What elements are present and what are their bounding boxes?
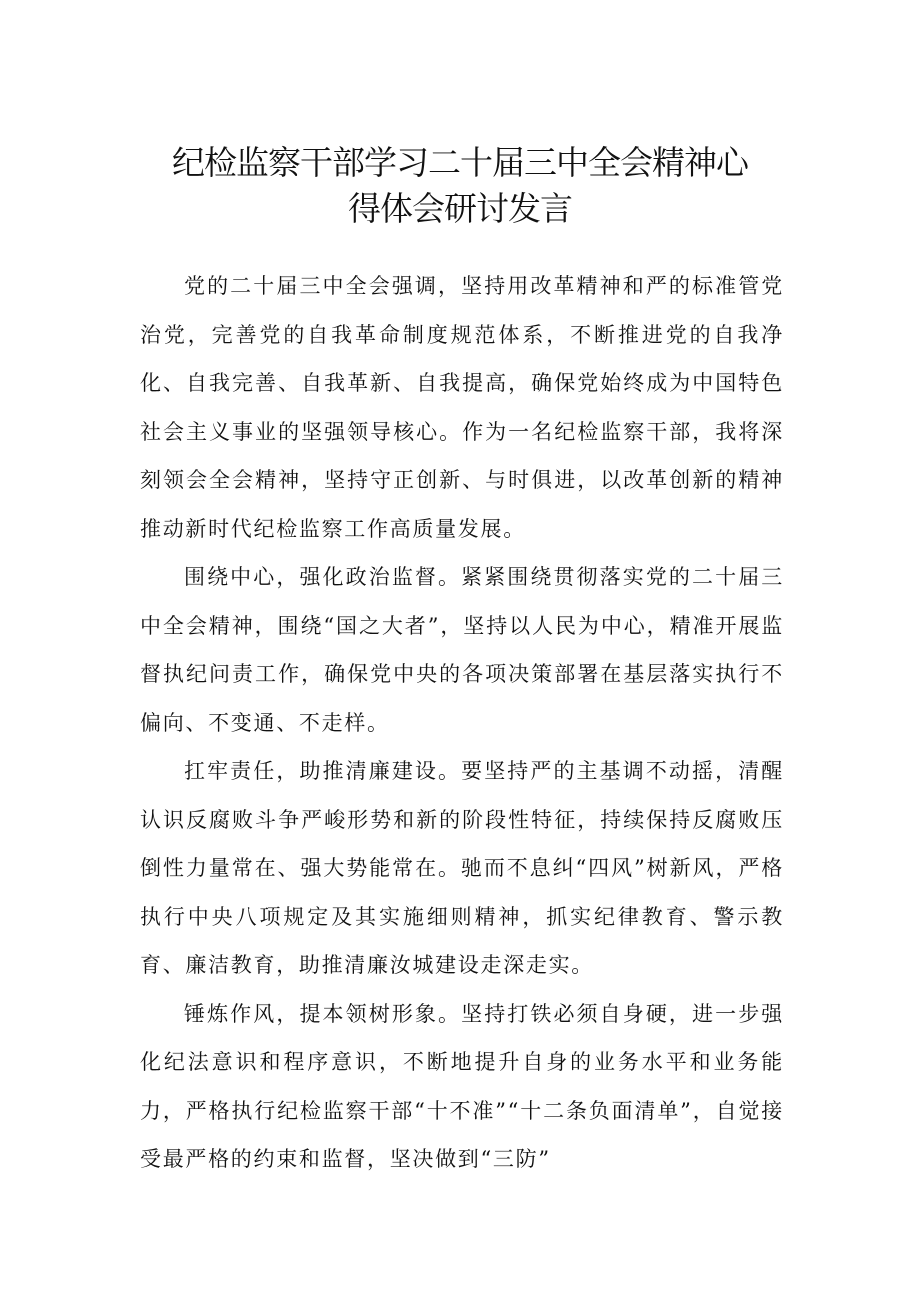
paragraph-work-style: 锤炼作风，提本领树形象。坚持打铁必须自身硬，进一步强化纪法意识和程序意识，不断地提升自身的业务水平和业务能力，严格执行纪检监察干部“十不准”“十二条负面清单”，自觉接受最严格的约束和监督，坚决做到“三防” [140, 1001, 784, 1171]
paragraph-clean-government: 扛牢责任，助推清廉建设。要坚持严的主基调不动摇，清醒认识反腐败斗争严峻形势和新的阶段性特征，持续保持反腐败压倒性力量常在、强大势能常在。驰而不息纠“四风”树新风，严格执行中央八项规定及其实施细则精神，抓实纪律教育、警示教育、廉洁教育，助推清廉汝城建设走深走实。 [140, 759, 784, 977]
paragraph-political-supervision: 围绕中心，强化政治监督。紧紧围绕贯彻落实党的二十届三中全会精神，围绕“国之大者”，坚持以人民为中心，精准开展监督执纪问责工作，确保党中央的各项决策部署在基层落实执行不偏向、不变通、不走样。 [140, 565, 784, 735]
document-title [90, 140, 830, 232]
document-body [140, 262, 784, 1184]
title-line-2: 得体会研讨发言 [348, 189, 572, 228]
paragraph-intro: 党的二十届三中全会强调，坚持用改革精神和严的标准管党治党，完善党的自我革命制度规范体系，不断推进党的自我净化、自我完善、自我革新、自我提高，确保党始终成为中国特色社会主义事业的坚强领导核心。作为一名纪检监察干部，我将深刻领会全会精神，坚持守正创新、与时俱进，以改革创新的精神推动新时代纪检监察工作高质量发展。 [140, 274, 784, 541]
title-line-1: 纪检监察干部学习二十届三中全会精神心 [172, 143, 748, 182]
